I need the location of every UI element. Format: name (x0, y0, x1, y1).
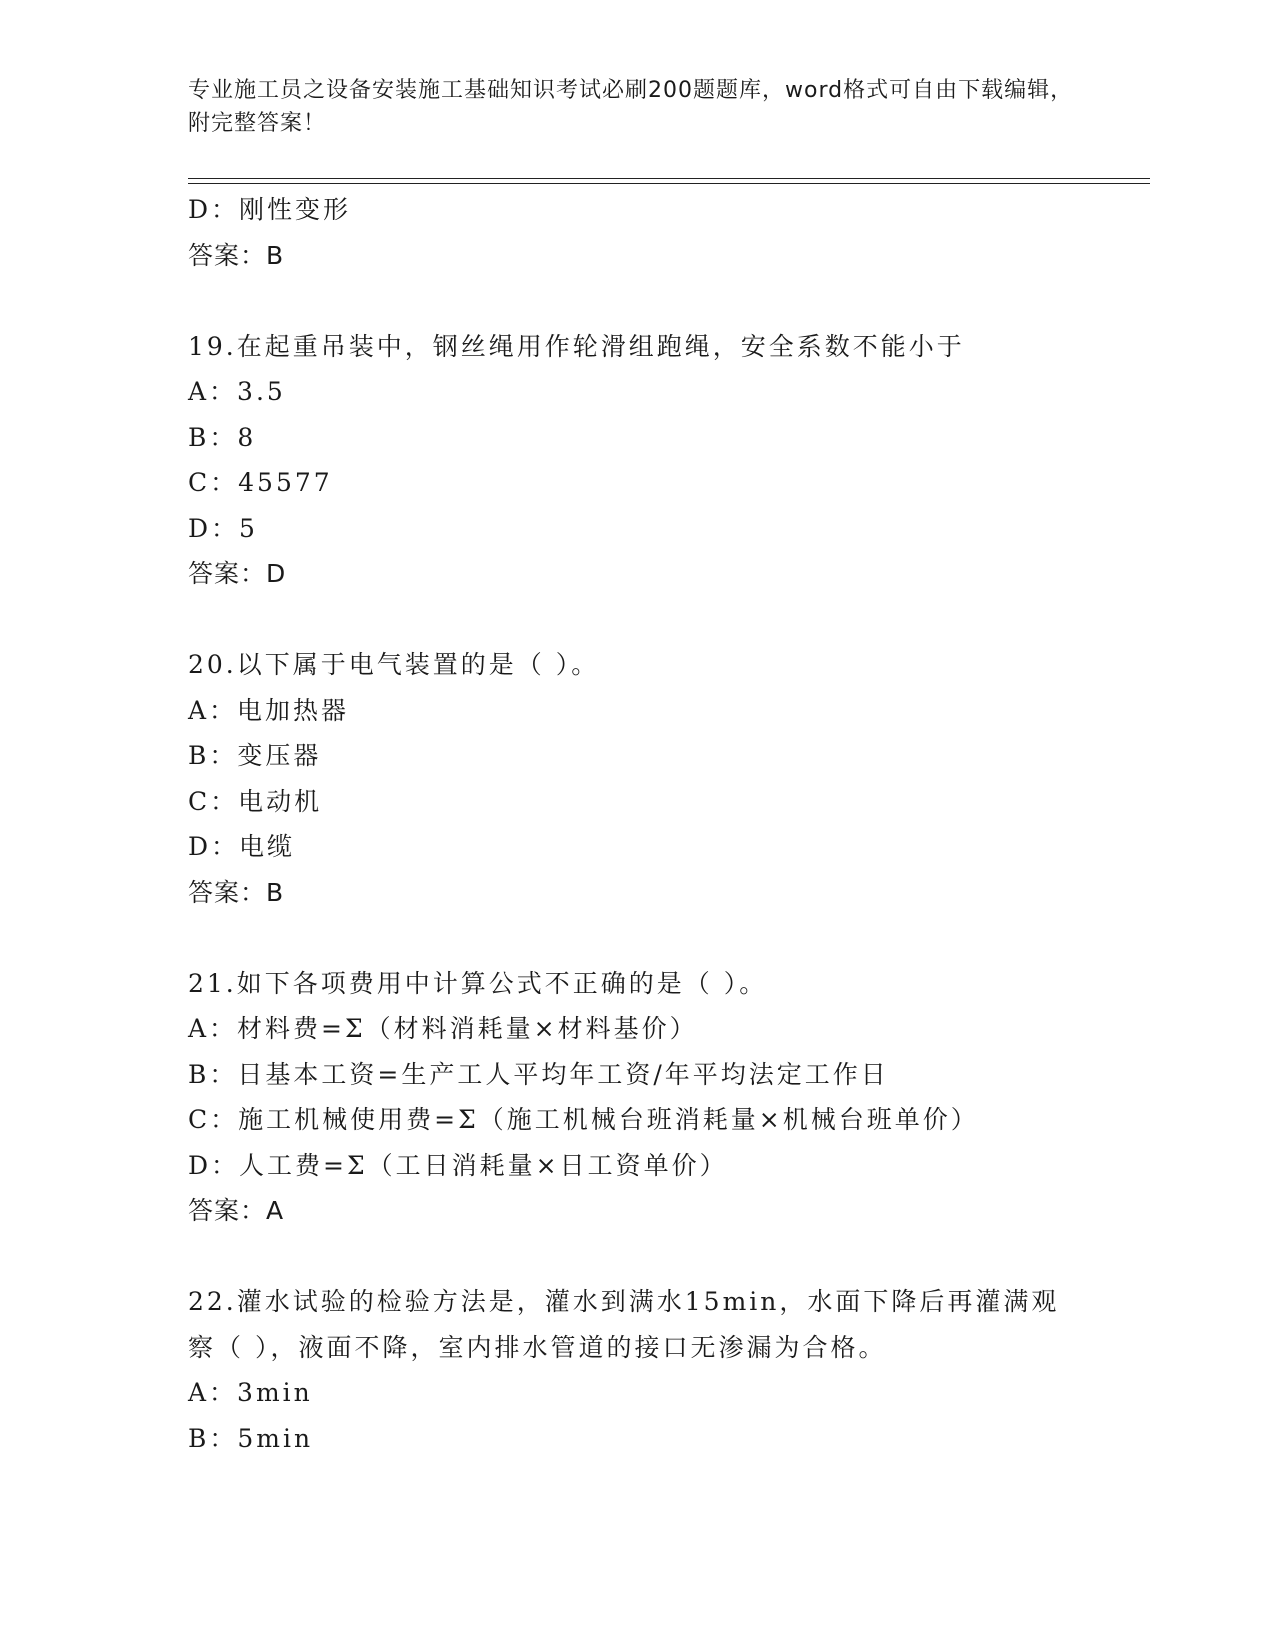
option-a: A：3.5 (188, 377, 286, 406)
question-block-20 (188, 642, 1148, 915)
option-c: C：施工机械使用费=Σ（施工机械台班消耗量×机械台班单价） (188, 1105, 979, 1134)
option-d: D：刚性变形 (188, 195, 352, 224)
question-text: 20.以下属于电气装置的是（ ）。 (188, 650, 600, 679)
answer-line: 答案：A (188, 1196, 285, 1225)
option-b: B：8 (188, 422, 257, 452)
option-a: A：电加热器 (188, 695, 350, 725)
spacer (188, 915, 1148, 961)
document-header: 专业施工员之设备安装施工基础知识考试必刷200题题库，word格式可自由下载编辑，附完整答案！ (188, 78, 1074, 136)
option-d: D：5 (188, 513, 258, 543)
question-block-19 (188, 324, 1148, 597)
option-b: B：变压器 (188, 741, 322, 770)
question-list (188, 187, 1148, 1461)
option-d: D：人工费=Σ（工日消耗量×日工资单价） (188, 1150, 728, 1180)
option-b: B：日基本工资=生产工人平均年工资/年平均法定工作日 (188, 1059, 889, 1089)
question-text-line-2: 察（ ），液面不降，室内排水管道的接口无渗漏为合格。 (188, 1332, 887, 1362)
option-c: C：45577 (188, 468, 333, 497)
question-block-22 (188, 1279, 1148, 1461)
question-text: 21.如下各项费用中计算公式不正确的是（ ）。 (188, 968, 768, 998)
question-text: 19.在起重吊装中，钢丝绳用作轮滑组跑绳，安全系数不能小于 (188, 331, 965, 361)
option-c: C：电动机 (188, 786, 323, 816)
question-text-line-1: 22.灌水试验的检验方法是，灌水到满水15min，水面下降后再灌满观 (188, 1287, 1060, 1316)
option-d: D：电缆 (188, 832, 296, 861)
answer-line: 答案：D (188, 559, 287, 588)
spacer (188, 597, 1148, 643)
question-block-18 (188, 187, 1148, 278)
header-divider-bottom (188, 183, 1150, 184)
question-block-21 (188, 961, 1148, 1234)
spacer (188, 1234, 1148, 1280)
option-a: A：3min (188, 1378, 313, 1407)
option-a: A：材料费=Σ（材料消耗量×材料基价） (188, 1014, 698, 1043)
option-b: B：5min (188, 1423, 314, 1453)
spacer (188, 278, 1148, 324)
answer-line: 答案：B (188, 240, 285, 270)
header-divider-top (188, 178, 1150, 179)
answer-line: 答案：B (188, 877, 285, 907)
